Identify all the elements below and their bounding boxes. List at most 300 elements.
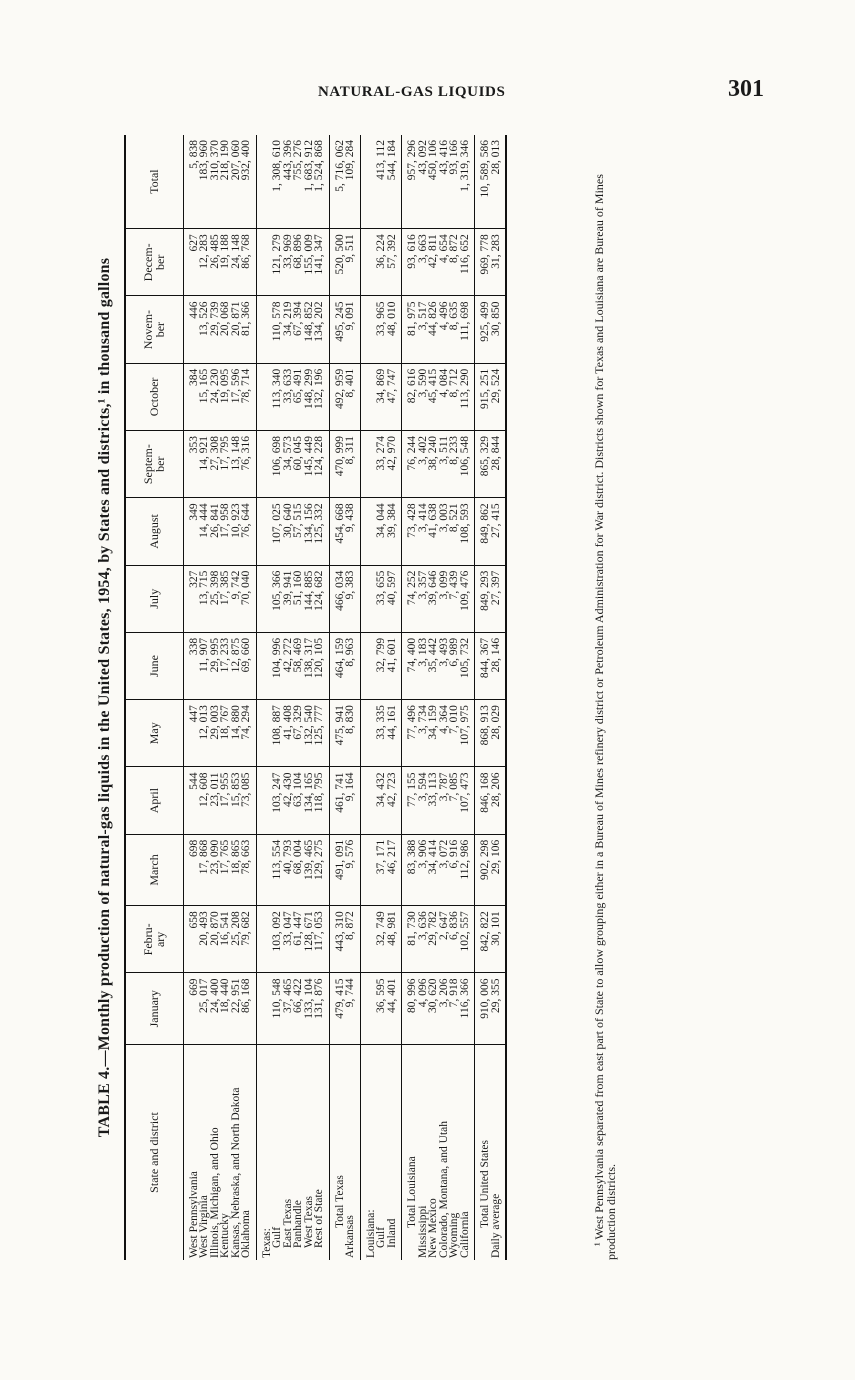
cell-value: 8, 872 (345, 906, 360, 973)
cell-value: 28, 844 (491, 431, 507, 498)
column-header: May (125, 700, 183, 767)
cell-value (360, 767, 376, 834)
cell-value: 969, 778 (475, 229, 491, 296)
cell-value (256, 565, 272, 632)
cell-value: 698 (183, 834, 199, 905)
cell-value: 33, 047 (283, 906, 294, 973)
page-number: 301 (728, 76, 764, 102)
cell-value: 24, 400 (210, 973, 221, 1044)
cell-value: 15, 165 (199, 363, 210, 430)
cell-value: 846, 168 (475, 767, 491, 834)
cell-value (256, 973, 272, 1044)
cell-value: 67, 329 (293, 700, 304, 767)
cell-value: 28, 029 (491, 700, 507, 767)
cell-value: 17, 958 (220, 498, 231, 565)
column-header: Decem- ber (125, 229, 183, 296)
cell-value: 20, 871 (231, 296, 242, 363)
cell-value: 32, 749 (376, 906, 387, 973)
table-row (376, 135, 387, 1260)
cell-value: 65, 491 (293, 363, 304, 430)
cell-value: 338 (183, 632, 199, 699)
cell-value: 13, 715 (199, 565, 210, 632)
cell-value: 868, 913 (475, 700, 491, 767)
cell-value (256, 906, 272, 973)
cell-value: 51, 160 (293, 565, 304, 632)
cell-value: 520, 500 (329, 229, 345, 296)
cell-value: 121, 279 (272, 229, 283, 296)
cell-value: 76, 244 (402, 431, 418, 498)
cell-value: 31, 283 (491, 229, 507, 296)
cell-value: 9, 438 (345, 498, 360, 565)
cell-value: 45, 415 (428, 363, 439, 430)
column-header: July (125, 565, 183, 632)
cell-value: 26, 841 (210, 498, 221, 565)
cell-value: 470, 999 (329, 431, 345, 498)
cell-value: 23, 090 (210, 834, 221, 905)
row-label: Gulf (375, 1226, 387, 1248)
cell-value: 384 (183, 363, 199, 430)
table-row (183, 135, 199, 1260)
row-label: East Texas (281, 1198, 294, 1248)
cell-value: 76, 644 (241, 498, 256, 565)
cell-value: 110, 578 (272, 296, 283, 363)
cell-value: 29, 995 (210, 632, 221, 699)
cell-value: 81, 975 (402, 296, 418, 363)
cell-value: 22, 951 (231, 973, 242, 1044)
cell-value: 29, 782 (428, 906, 439, 973)
cell-value (360, 906, 376, 973)
cell-value: 915, 251 (475, 363, 491, 430)
cell-value: 12, 608 (199, 767, 210, 834)
cell-value: 144, 885 (304, 565, 315, 632)
cell-value: 70, 040 (241, 565, 256, 632)
row-label: Kentucky (219, 1213, 231, 1258)
cell-value: 113, 290 (460, 363, 475, 430)
cell-value: 17, 868 (199, 834, 210, 905)
cell-value: 42, 970 (387, 431, 402, 498)
cell-value: 23, 011 (210, 767, 221, 834)
cell-value: 310, 370 (210, 135, 221, 229)
cell-value: 461, 741 (329, 767, 345, 834)
cell-value (256, 363, 272, 430)
cell-value: 44, 161 (387, 700, 402, 767)
row-label: Texas: (260, 1228, 273, 1258)
cell-value: 8, 401 (345, 363, 360, 430)
cell-value: 120, 105 (314, 632, 329, 699)
row-label: New Mexico (427, 1198, 439, 1258)
cell-value: 106, 698 (272, 431, 283, 498)
cell-value: 24, 230 (210, 363, 221, 430)
cell-value: 454, 668 (329, 498, 345, 565)
cell-value: 6, 916 (449, 834, 460, 905)
production-table (124, 135, 507, 1260)
cell-value: 47, 747 (387, 363, 402, 430)
cell-value (256, 767, 272, 834)
cell-value: 79, 682 (241, 906, 256, 973)
cell-value: 106, 548 (460, 431, 475, 498)
cell-value: 69, 660 (241, 632, 256, 699)
cell-value: 41, 408 (283, 700, 294, 767)
cell-value: 134, 202 (314, 296, 329, 363)
column-header: August (125, 498, 183, 565)
cell-value: 116, 652 (460, 229, 475, 296)
cell-value (360, 296, 376, 363)
table-header (125, 135, 183, 1260)
cell-value: 81, 366 (241, 296, 256, 363)
cell-value: 957, 296 (402, 135, 418, 229)
cell-value: 3, 357 (418, 565, 429, 632)
cell-value: 25, 398 (210, 565, 221, 632)
cell-value: 10, 589, 586 (475, 135, 491, 229)
cell-value: 68, 004 (293, 834, 304, 905)
cell-value (360, 700, 376, 767)
table-row (293, 135, 304, 1260)
cell-value: 78, 714 (241, 363, 256, 430)
cell-value: 3, 594 (418, 767, 429, 834)
table-row (314, 135, 329, 1260)
cell-value: 18, 865 (231, 834, 242, 905)
cell-value: 14, 921 (199, 431, 210, 498)
cell-value: 33, 969 (283, 229, 294, 296)
cell-value: 35, 442 (428, 632, 439, 699)
cell-value: 2, 647 (439, 906, 450, 973)
cell-value: 30, 101 (491, 906, 507, 973)
cell-value: 9, 383 (345, 565, 360, 632)
cell-value: 116, 366 (460, 973, 475, 1044)
column-header: January (125, 973, 183, 1044)
cell-value: 8, 311 (345, 431, 360, 498)
cell-value: 27, 397 (491, 565, 507, 632)
cell-value: 9, 742 (231, 565, 242, 632)
cell-value: 4, 096 (418, 973, 429, 1044)
cell-value: 86, 768 (241, 229, 256, 296)
cell-value: 141, 347 (314, 229, 329, 296)
row-label: Illinois, Michigan, and Ohio (208, 1127, 221, 1258)
cell-value: 108, 887 (272, 700, 283, 767)
cell-value: 4, 654 (439, 229, 450, 296)
column-header-state: State and district (125, 1044, 183, 1260)
cell-value: 42, 272 (283, 632, 294, 699)
cell-value: 544, 184 (387, 135, 402, 229)
cell-value: 32, 799 (376, 632, 387, 699)
table-title: TABLE 4.—Monthly production of natural-gas liquids in the United States, 1954, by States and districts,¹ in thousand gallons (96, 257, 113, 1138)
cell-value: 7, 085 (449, 767, 460, 834)
cell-value: 124, 228 (314, 431, 329, 498)
cell-value: 19, 188 (220, 229, 231, 296)
row-label: Rest of State (314, 1044, 329, 1260)
row-label: Total Texas (333, 1175, 346, 1228)
cell-value: 669 (183, 973, 199, 1044)
cell-value: 18, 440 (220, 973, 231, 1044)
row-label: Louisiana: (364, 1209, 377, 1258)
cell-value: 117, 053 (314, 906, 329, 973)
cell-value: 8, 963 (345, 632, 360, 699)
cell-value: 39, 941 (283, 565, 294, 632)
cell-value: 104, 996 (272, 632, 283, 699)
cell-value: 113, 554 (272, 834, 283, 905)
cell-value: 24, 148 (231, 229, 242, 296)
cell-value: 5, 838 (183, 135, 199, 229)
cell-value: 77, 155 (402, 767, 418, 834)
cell-value: 20, 068 (220, 296, 231, 363)
table-row (428, 135, 439, 1260)
cell-value: 13, 526 (199, 296, 210, 363)
cell-value: 1, 683, 912 (304, 135, 315, 229)
cell-value: 849, 293 (475, 565, 491, 632)
cell-value: 109, 476 (460, 565, 475, 632)
cell-value: 3, 414 (418, 498, 429, 565)
cell-value: 13, 148 (231, 431, 242, 498)
row-label: West Pennsylvania (187, 1171, 200, 1258)
cell-value: 20, 870 (210, 906, 221, 973)
cell-value: 148, 299 (304, 363, 315, 430)
cell-value: 58, 469 (293, 632, 304, 699)
cell-value: 491, 091 (329, 834, 345, 905)
cell-value: 17, 955 (220, 767, 231, 834)
cell-value: 81, 730 (402, 906, 418, 973)
cell-value: 475, 941 (329, 700, 345, 767)
row-label: Daily average (491, 1044, 507, 1260)
cell-value: 39, 646 (428, 565, 439, 632)
cell-value: 9, 091 (345, 296, 360, 363)
cell-value: 26, 485 (210, 229, 221, 296)
cell-value: 932, 400 (241, 135, 256, 229)
cell-value: 128, 671 (304, 906, 315, 973)
cell-value: 76, 316 (241, 431, 256, 498)
cell-value: 33, 335 (376, 700, 387, 767)
cell-value: 3, 511 (439, 431, 450, 498)
cell-value: 6, 989 (449, 632, 460, 699)
cell-value: 37, 171 (376, 834, 387, 905)
cell-value: 60, 045 (293, 431, 304, 498)
cell-value: 842, 822 (475, 906, 491, 973)
cell-value: 107, 975 (460, 700, 475, 767)
cell-value: 29, 106 (491, 834, 507, 905)
cell-value: 34, 869 (376, 363, 387, 430)
cell-value: 40, 793 (283, 834, 294, 905)
column-header: Febru- ary (125, 906, 183, 973)
cell-value: 464, 159 (329, 632, 345, 699)
cell-value: 20, 493 (199, 906, 210, 973)
cell-value: 183, 960 (199, 135, 210, 229)
cell-value: 446 (183, 296, 199, 363)
cell-value: 145, 449 (304, 431, 315, 498)
table-row (402, 135, 418, 1260)
rotated-table-block (96, 135, 616, 1260)
cell-value: 46, 217 (387, 834, 402, 905)
cell-value: 15, 853 (231, 767, 242, 834)
cell-value: 34, 159 (428, 700, 439, 767)
cell-value: 138, 317 (304, 632, 315, 699)
cell-value: 103, 247 (272, 767, 283, 834)
cell-value (360, 834, 376, 905)
table-row (449, 135, 460, 1260)
cell-value: 57, 515 (293, 498, 304, 565)
cell-value (256, 296, 272, 363)
cell-value: 28, 206 (491, 767, 507, 834)
cell-value: 78, 663 (241, 834, 256, 905)
cell-value: 132, 540 (304, 700, 315, 767)
cell-value: 844, 367 (475, 632, 491, 699)
cell-value: 67, 394 (293, 296, 304, 363)
cell-value: 910, 006 (475, 973, 491, 1044)
cell-value: 40, 597 (387, 565, 402, 632)
cell-value: 43, 092 (418, 135, 429, 229)
footnote: ¹ West Pennsylvania separated from east part of State to allow grouping either in a Bureau of Mines refinery district or Petroleum Administration for War district. Districts shown for Texas and Louisiana are Bureau of Mines production districts. (592, 174, 618, 1260)
cell-value: 466, 034 (329, 565, 345, 632)
cell-value: 33, 655 (376, 565, 387, 632)
cell-value: 34, 044 (376, 498, 387, 565)
cell-value: 41, 638 (428, 498, 439, 565)
cell-value: 28, 013 (491, 135, 507, 229)
cell-value: 33, 274 (376, 431, 387, 498)
row-label: Arkansas (345, 1044, 360, 1260)
cell-value: 9, 576 (345, 834, 360, 905)
cell-value: 14, 880 (231, 700, 242, 767)
header-row (125, 135, 183, 1260)
cell-value: 107, 025 (272, 498, 283, 565)
cell-value: 1, 319, 346 (460, 135, 475, 229)
cell-value: 849, 862 (475, 498, 491, 565)
cell-value: 627 (183, 229, 199, 296)
cell-value: 63, 104 (293, 767, 304, 834)
cell-value: 113, 340 (272, 363, 283, 430)
cell-value: 102, 557 (460, 906, 475, 973)
cell-value: 28, 146 (491, 632, 507, 699)
cell-value: 3, 493 (439, 632, 450, 699)
cell-value: 82, 616 (402, 363, 418, 430)
cell-value: 6, 836 (449, 906, 460, 973)
cell-value: 139, 465 (304, 834, 315, 905)
cell-value: 1, 308, 610 (272, 135, 283, 229)
cell-value: 8, 521 (449, 498, 460, 565)
cell-value: 30, 850 (491, 296, 507, 363)
cell-value: 107, 473 (460, 767, 475, 834)
cell-value (360, 135, 376, 229)
cell-value: 8, 233 (449, 431, 460, 498)
cell-value: 112, 986 (460, 834, 475, 905)
cell-value: 110, 548 (272, 973, 283, 1044)
cell-value: 3, 003 (439, 498, 450, 565)
cell-value: 925, 499 (475, 296, 491, 363)
row-label: Colorado, Montana, and Utah (437, 1120, 450, 1258)
cell-value: 29, 003 (210, 700, 221, 767)
cell-value: 111, 698 (460, 296, 475, 363)
cell-value: 42, 430 (283, 767, 294, 834)
cell-value: 74, 294 (241, 700, 256, 767)
cell-value: 74, 252 (402, 565, 418, 632)
table-row (256, 135, 272, 1260)
cell-value: 207, 060 (231, 135, 242, 229)
cell-value: 125, 332 (314, 498, 329, 565)
cell-value: 33, 113 (428, 767, 439, 834)
cell-value: 7, 918 (449, 973, 460, 1044)
cell-value: 4, 084 (439, 363, 450, 430)
cell-value: 12, 013 (199, 700, 210, 767)
cell-value: 7, 010 (449, 700, 460, 767)
running-head: NATURAL-GAS LIQUIDS (318, 84, 506, 100)
cell-value: 544 (183, 767, 199, 834)
cell-value: 27, 415 (491, 498, 507, 565)
cell-value (256, 632, 272, 699)
cell-value: 3, 787 (439, 767, 450, 834)
table-row (329, 135, 345, 1260)
cell-value: 443, 396 (283, 135, 294, 229)
row-label: West Texas (302, 1195, 315, 1248)
row-label: California (460, 1044, 475, 1260)
cell-value: 73, 428 (402, 498, 418, 565)
cell-value: 658 (183, 906, 199, 973)
cell-value (360, 632, 376, 699)
cell-value: 4, 364 (439, 700, 450, 767)
cell-value (360, 229, 376, 296)
row-label: Oklahoma (241, 1044, 256, 1260)
cell-value: 3, 072 (439, 834, 450, 905)
cell-value: 12, 875 (231, 632, 242, 699)
cell-value: 443, 310 (329, 906, 345, 973)
cell-value: 349 (183, 498, 199, 565)
cell-value: 134, 165 (304, 767, 315, 834)
column-header: April (125, 767, 183, 834)
row-label: Inland (387, 1044, 402, 1260)
cell-value: 755, 276 (293, 135, 304, 229)
cell-value (360, 973, 376, 1044)
cell-value (256, 700, 272, 767)
cell-value: 327 (183, 565, 199, 632)
cell-value: 105, 732 (460, 632, 475, 699)
cell-value: 36, 595 (376, 973, 387, 1044)
table-row (491, 135, 507, 1260)
cell-value (360, 431, 376, 498)
cell-value: 86, 168 (241, 973, 256, 1044)
cell-value: 18, 767 (220, 700, 231, 767)
cell-value: 148, 852 (304, 296, 315, 363)
column-header: March (125, 834, 183, 905)
cell-value: 447 (183, 700, 199, 767)
table-row (272, 135, 283, 1260)
cell-value: 9, 744 (345, 973, 360, 1044)
cell-value: 902, 298 (475, 834, 491, 905)
cell-value: 3, 636 (418, 906, 429, 973)
cell-value (360, 498, 376, 565)
cell-value: 9, 164 (345, 767, 360, 834)
cell-value: 108, 593 (460, 498, 475, 565)
cell-value: 3, 099 (439, 565, 450, 632)
cell-value: 124, 682 (314, 565, 329, 632)
cell-value: 5, 716, 062 (329, 135, 345, 229)
row-label: Total Louisiana (406, 1156, 418, 1228)
cell-value: 8, 635 (449, 296, 460, 363)
cell-value: 1, 524, 868 (314, 135, 329, 229)
cell-value: 8, 830 (345, 700, 360, 767)
row-label: Gulf (271, 1226, 283, 1248)
column-header: October (125, 363, 183, 430)
cell-value: 3, 906 (418, 834, 429, 905)
cell-value: 17, 233 (220, 632, 231, 699)
cell-value: 3, 402 (418, 431, 429, 498)
cell-value: 19, 095 (220, 363, 231, 430)
row-label: Mississippi (416, 1205, 429, 1258)
cell-value (256, 834, 272, 905)
cell-value: 3, 590 (418, 363, 429, 430)
cell-value: 44, 826 (428, 296, 439, 363)
cell-value: 38, 240 (428, 431, 439, 498)
cell-value (360, 363, 376, 430)
cell-value: 479, 415 (329, 973, 345, 1044)
table-row (475, 135, 491, 1260)
column-header: Total (125, 135, 183, 229)
cell-value: 66, 422 (293, 973, 304, 1044)
